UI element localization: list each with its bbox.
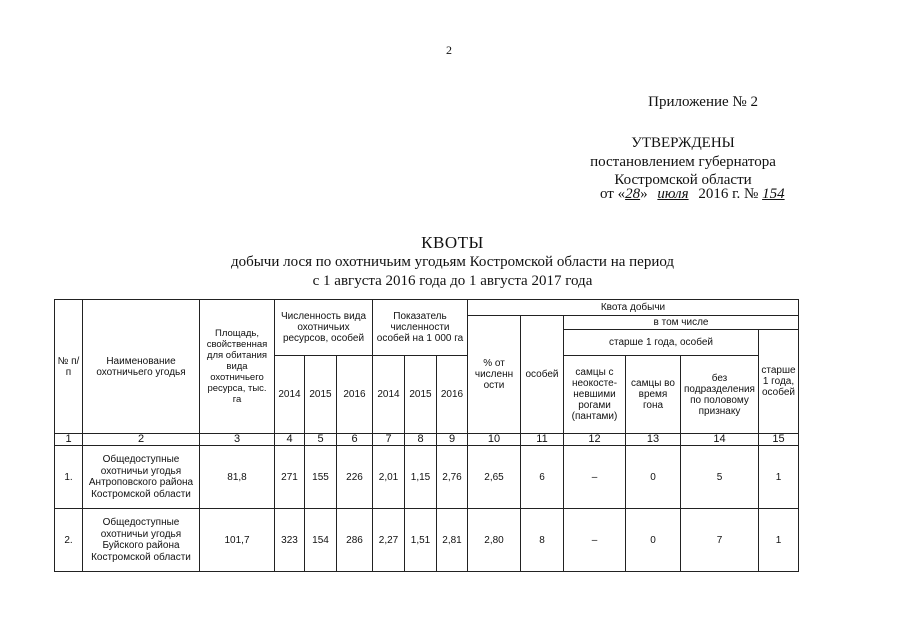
header-count: особей xyxy=(521,316,564,434)
header-quota: Квота добычи xyxy=(468,300,799,316)
row-pop-2015: 154 xyxy=(305,509,337,572)
header-older1: старше 1 года, особей xyxy=(564,330,759,356)
row-antlers: – xyxy=(564,509,626,572)
header-den-2014: 2014 xyxy=(373,356,405,434)
date-year: 2016 г. № xyxy=(698,186,759,202)
row-name: Общедоступные охотничьи угодья Буйского района Костромской области xyxy=(83,509,200,572)
row-den-2015: 1,15 xyxy=(405,446,437,509)
row-pop-2016: 286 xyxy=(337,509,373,572)
title-line1: добычи лося по охотничьим угодьям Костромской области на период xyxy=(230,254,675,270)
row-rut: 0 xyxy=(626,509,681,572)
row-name: Общедоступные охотничьи угодья Антроповского района Костромской области xyxy=(83,446,200,509)
col-number: 15 xyxy=(759,434,799,446)
row-nosex: 5 xyxy=(681,446,759,509)
row-num: 1. xyxy=(55,446,83,509)
title-line2: с 1 августа 2016 года до 1 августа 2017 года xyxy=(312,273,593,289)
header-pop-2015: 2015 xyxy=(305,356,337,434)
header-pct: % от численн ости xyxy=(468,316,521,434)
title-main: КВОТЫ xyxy=(421,233,484,252)
row-pop-2015: 155 xyxy=(305,446,337,509)
row-area: 101,7 xyxy=(200,509,275,572)
date-day: 28 xyxy=(625,186,641,202)
col-number: 8 xyxy=(405,434,437,446)
row-num: 2. xyxy=(55,509,83,572)
header-rut: самцы во время гона xyxy=(626,356,681,434)
col-number: 12 xyxy=(564,434,626,446)
row-area: 81,8 xyxy=(200,446,275,509)
row-rut: 0 xyxy=(626,446,681,509)
col-number: 1 xyxy=(55,434,83,446)
row-pop-2014: 323 xyxy=(275,509,305,572)
header-den-2015: 2015 xyxy=(405,356,437,434)
table-row xyxy=(55,446,799,509)
approved-line1: постановлением губернатора xyxy=(590,154,776,170)
row-nosex: 7 xyxy=(681,509,759,572)
col-number: 9 xyxy=(437,434,468,446)
col-number: 14 xyxy=(681,434,759,446)
page-number: 2 xyxy=(446,43,452,57)
document-title xyxy=(150,233,755,291)
date-prefix: от « xyxy=(600,186,626,202)
header-pop-2014: 2014 xyxy=(275,356,305,434)
header-num: № п/п xyxy=(55,300,83,434)
header-antlers: самцы с неокосте-невшими рогами (пантами) xyxy=(564,356,626,434)
col-number: 7 xyxy=(373,434,405,446)
row-over1: 1 xyxy=(759,509,799,572)
col-number: 13 xyxy=(626,434,681,446)
quota-table xyxy=(54,299,799,572)
row-over1: 1 xyxy=(759,446,799,509)
col-number: 2 xyxy=(83,434,200,446)
col-number: 4 xyxy=(275,434,305,446)
header-den-2016: 2016 xyxy=(437,356,468,434)
header-including: в том числе xyxy=(564,316,799,330)
table-row xyxy=(55,509,799,572)
header-over1: старше 1 года, особей xyxy=(759,330,799,434)
approval-block xyxy=(560,133,806,189)
row-den-2014: 2,27 xyxy=(373,509,405,572)
row-pop-2016: 226 xyxy=(337,446,373,509)
row-count: 8 xyxy=(521,509,564,572)
decree-date-line xyxy=(600,186,785,203)
row-pct: 2,65 xyxy=(468,446,521,509)
date-month: июля xyxy=(657,186,689,202)
row-den-2014: 2,01 xyxy=(373,446,405,509)
col-number: 5 xyxy=(305,434,337,446)
row-den-2016: 2,76 xyxy=(437,446,468,509)
col-number: 10 xyxy=(468,434,521,446)
header-density: Показатель численности особей на 1 000 га xyxy=(373,300,468,356)
row-den-2015: 1,51 xyxy=(405,509,437,572)
col-number: 3 xyxy=(200,434,275,446)
approved-line2: Костромской области xyxy=(614,172,752,188)
column-numbers-row xyxy=(55,434,799,446)
row-pct: 2,80 xyxy=(468,509,521,572)
decree-number: 154 xyxy=(762,186,785,202)
approved-label: УТВЕРЖДЕНЫ xyxy=(631,135,735,151)
header-nosex: без подразделения по половому признаку xyxy=(681,356,759,434)
row-antlers: – xyxy=(564,446,626,509)
col-number: 6 xyxy=(337,434,373,446)
header-area: Площадь, свойственная для обитания вида охотничьего ресурса, тыс. га xyxy=(200,300,275,434)
header-name: Наименование охотничьего угодья xyxy=(83,300,200,434)
row-count: 6 xyxy=(521,446,564,509)
row-den-2016: 2,81 xyxy=(437,509,468,572)
appendix-label: Приложение № 2 xyxy=(648,94,758,110)
date-mid: » xyxy=(640,186,648,202)
header-pop-2016: 2016 xyxy=(337,356,373,434)
header-population: Численность вида охотничьих ресурсов, особей xyxy=(275,300,373,356)
row-pop-2014: 271 xyxy=(275,446,305,509)
col-number: 11 xyxy=(521,434,564,446)
